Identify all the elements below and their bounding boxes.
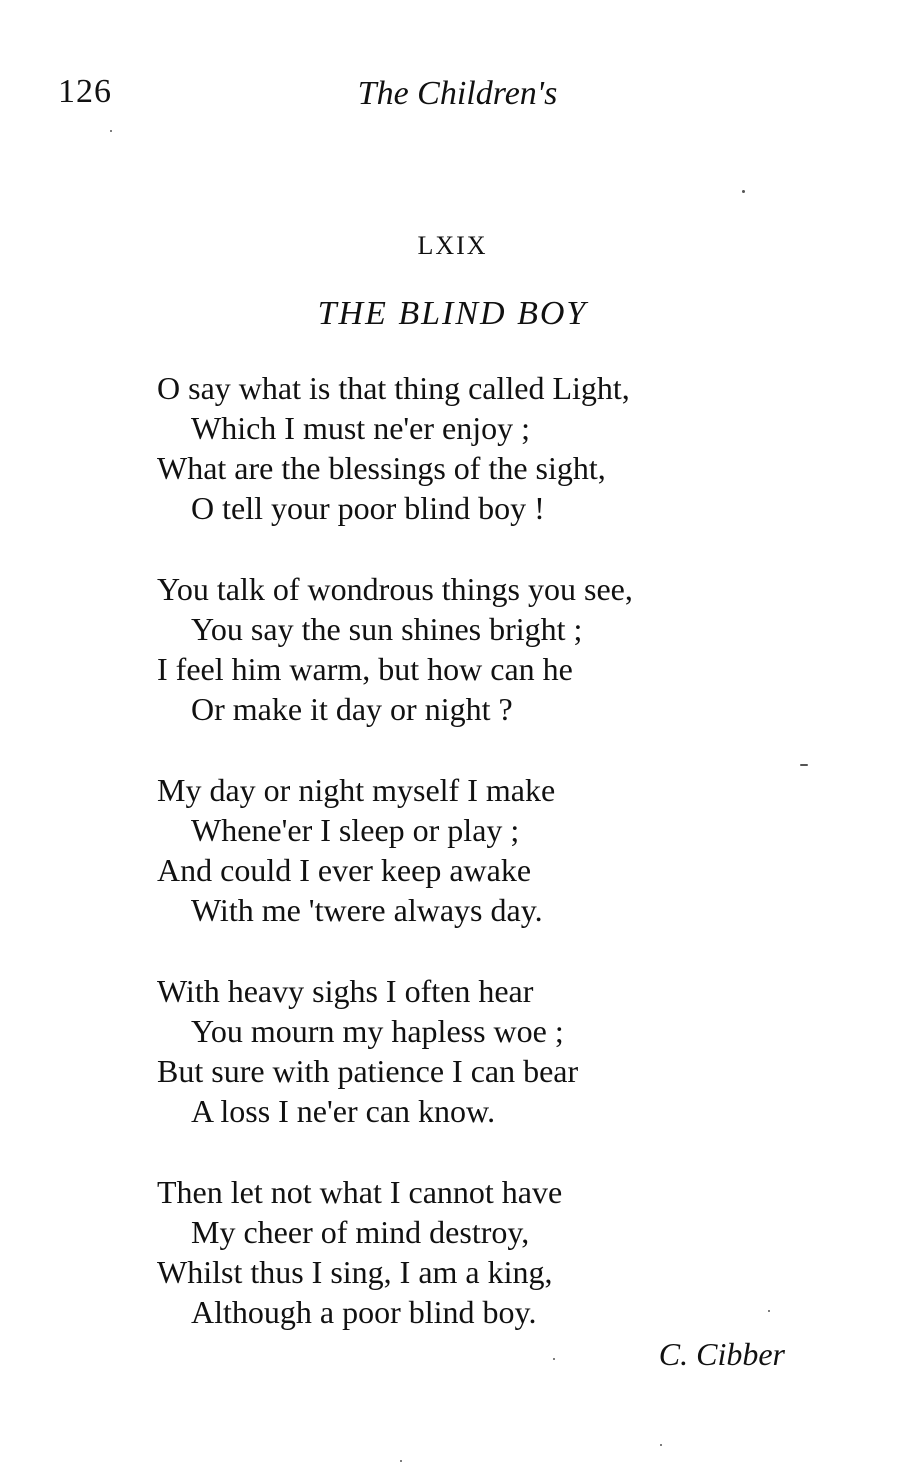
poem-line: Or make it day or night ? xyxy=(191,691,513,727)
poem-line: With heavy sighs I often hear xyxy=(157,973,534,1009)
scan-speck xyxy=(800,764,808,766)
poem-attribution: C. Cibber xyxy=(658,1336,785,1372)
poem-number: LXIX xyxy=(417,231,488,260)
stanza-1 xyxy=(157,368,630,528)
poem-line: O say what is that thing called Light, xyxy=(157,370,630,406)
poem-line: Whilst thus I sing, I am a king, xyxy=(157,1254,553,1290)
stanza-3 xyxy=(157,770,555,930)
page-number: 126 xyxy=(58,73,112,110)
poem-line: My cheer of mind destroy, xyxy=(191,1214,530,1250)
poem-line: You talk of wondrous things you see, xyxy=(157,571,633,607)
poem-line: I feel him warm, but how can he xyxy=(157,651,573,687)
scan-speck xyxy=(553,1358,555,1360)
poem-line: A loss I ne'er can know. xyxy=(191,1093,496,1129)
poem-line: Although a poor blind boy. xyxy=(191,1294,537,1330)
scan-speck xyxy=(768,1310,770,1312)
poem-line: You mourn my hapless woe ; xyxy=(191,1013,564,1049)
poem-line: O tell your poor blind boy ! xyxy=(191,490,545,526)
scan-speck xyxy=(110,130,112,132)
poem-title: THE BLIND BOY xyxy=(317,295,588,332)
scan-speck xyxy=(400,1460,402,1462)
poem-line: My day or night myself I make xyxy=(157,772,556,808)
stanza-2 xyxy=(157,569,633,729)
poem-line: What are the blessings of the sight, xyxy=(157,450,606,486)
poem-line: And could I ever keep awake xyxy=(157,852,532,888)
running-title: The Children's xyxy=(357,75,558,112)
scan-speck xyxy=(742,190,745,193)
poem-line: Then let not what I cannot have xyxy=(157,1174,563,1210)
poem-line: You say the sun shines bright ; xyxy=(191,611,583,647)
poem-line: Whene'er I sleep or play ; xyxy=(191,812,520,848)
stanza-4 xyxy=(157,971,578,1131)
poem-line: Which I must ne'er enjoy ; xyxy=(191,410,530,446)
poem-line: With me 'twere always day. xyxy=(191,892,543,928)
scan-speck xyxy=(660,1444,662,1446)
poem-line: But sure with patience I can bear xyxy=(157,1053,579,1089)
stanza-5 xyxy=(157,1172,562,1332)
